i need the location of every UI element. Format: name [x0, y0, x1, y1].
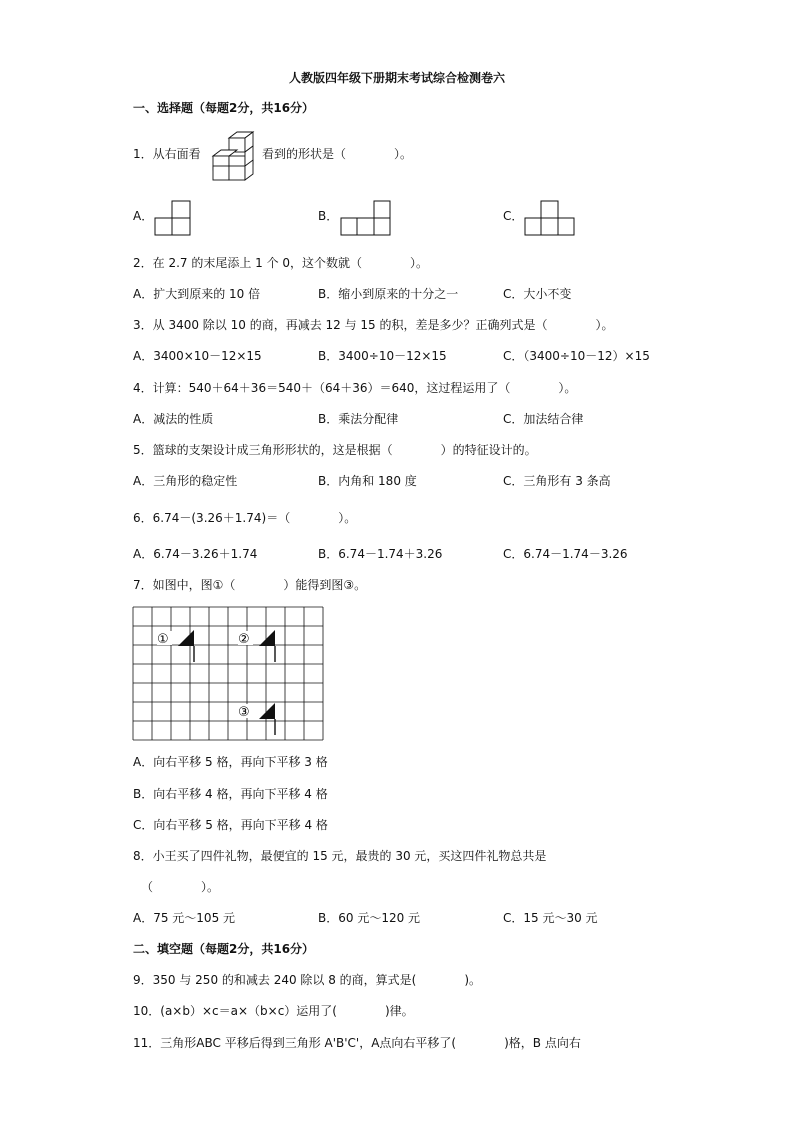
question-3-option-b[interactable]: B．3400÷10－12×15	[318, 349, 447, 363]
question-6-option-a[interactable]: A．6.74－3.26＋1.74	[133, 547, 258, 561]
figure-1-label: ①	[157, 632, 169, 647]
question-7: 7．如图中，图①（ ）能得到图③。	[133, 578, 367, 592]
question-5-option-a[interactable]: A．三角形的稳定性	[133, 474, 238, 488]
question-8-option-c[interactable]: C．15 元～30 元	[503, 911, 598, 925]
question-4: 4．计算：540＋64＋36＝540＋（64＋36）＝640，这过程运用了（ ）。	[133, 381, 577, 395]
question-1-option-b-label[interactable]: B．	[318, 209, 339, 223]
figure-2-label: ②	[238, 632, 250, 647]
question-8: 8．小王买了四件礼物，最便宜的 15 元，最贵的 30 元，买这四件礼物总共是	[133, 849, 547, 863]
question-2-option-b[interactable]: B．缩小到原来的十分之一	[318, 287, 459, 301]
question-1-option-a-figure	[154, 200, 194, 236]
question-1-prefix: 1．从右面看	[133, 147, 201, 161]
section-2-heading: 二、填空题（每题2分，共16分）	[133, 942, 315, 956]
figure-3-label: ③	[238, 705, 250, 720]
question-6-option-b[interactable]: B．6.74－1.74＋3.26	[318, 547, 443, 561]
question-4-option-b[interactable]: B．乘法分配律	[318, 412, 399, 426]
question-3: 3．从 3400 除以 10 的商，再减去 12 与 15 的积，差是多少？正确列式是（ ）。	[133, 318, 614, 332]
question-8-option-b[interactable]: B．60 元～120 元	[318, 911, 421, 925]
question-4-option-a[interactable]: A．减法的性质	[133, 412, 214, 426]
question-5: 5．篮球的支架设计成三角形形状的，这是根据（ ）的特征设计的。	[133, 443, 537, 457]
question-2: 2．在 2.7 的末尾添上 1 个 0，这个数就（ ）。	[133, 256, 429, 270]
question-8-blank: （ ）。	[141, 880, 220, 894]
question-2-option-c[interactable]: C．大小不变	[503, 287, 572, 301]
question-11: 11．三角形ABC 平移后得到三角形 A'B'C'，A点向右平移了( )格，B 点向右	[133, 1036, 581, 1050]
question-7-option-b[interactable]: B．向右平移 4 格，再向下平移 4 格	[133, 787, 328, 801]
question-4-option-c[interactable]: C．加法结合律	[503, 412, 584, 426]
question-3-option-a[interactable]: A．3400×10－12×15	[133, 349, 262, 363]
question-7-option-c[interactable]: C．向右平移 5 格，再向下平移 4 格	[133, 818, 328, 832]
question-6-option-c[interactable]: C．6.74－1.74－3.26	[503, 547, 628, 561]
question-1-suffix: 看到的形状是（ ）。	[262, 147, 413, 161]
question-5-option-c[interactable]: C．三角形有 3 条高	[503, 474, 611, 488]
question-6	[133, 510, 356, 526]
question-1-option-c-figure	[524, 200, 578, 236]
question-6-expr-right: ＝（ ）。	[266, 511, 357, 525]
question-5-option-b[interactable]: B．内角和 180 度	[318, 474, 417, 488]
question-1-option-b-figure	[340, 200, 394, 236]
question-1-option-a-label[interactable]: A．	[133, 209, 154, 223]
question-9: 9．350 与 250 的和减去 240 除以 8 的商，算式是( )。	[133, 973, 482, 987]
question-6-number: 6．	[133, 511, 153, 525]
question-1-cube-figure	[211, 130, 263, 182]
question-6-expr-paren: (3.26＋1.74)	[191, 511, 267, 525]
question-3-option-c[interactable]: C．（3400÷10－12）×15	[503, 349, 650, 363]
page-title: 人教版四年级下册期末考试综合检测卷六	[288, 71, 505, 85]
question-7-option-a[interactable]: A．向右平移 5 格，再向下平移 3 格	[133, 755, 328, 769]
question-7-grid-figure	[132, 606, 325, 741]
question-8-option-a[interactable]: A．75 元～105 元	[133, 911, 236, 925]
question-1-option-c-label[interactable]: C．	[503, 209, 524, 223]
question-10: 10．(a×b）×c＝a×（b×c）运用了( )律。	[133, 1004, 414, 1018]
question-6-expr-left: 6.74－	[152, 511, 192, 525]
question-2-option-a[interactable]: A．扩大到原来的 10 倍	[133, 287, 261, 301]
section-1-heading: 一、选择题（每题2分，共16分）	[133, 101, 315, 115]
